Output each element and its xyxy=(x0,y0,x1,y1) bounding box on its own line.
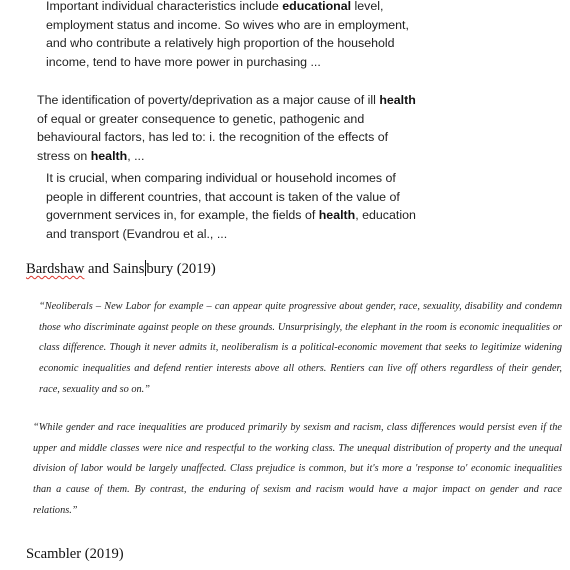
spellcheck-flagged-word: Bardshaw xyxy=(26,261,85,277)
quote-neoliberals: “Neoliberals – New Labor for example – can appear quite progressive about gender, race, sexuality, disability and condemn those who discriminate against people on these grounds. Unsurprisingly, the elephant in the room is economic inequalities or class difference. Though it never admits it, neoliberalism is a political-economic movement that seeks to legitimize widening economic inequalities and defend rentier interests above all others. Rentiers can live off others regardless of their gender, race, sexuality and so on.” xyxy=(39,301,562,395)
snippet-text: , education and transport (Evandrou et al., ... xyxy=(46,208,416,241)
search-snippet-poverty-health xyxy=(37,91,417,165)
snippet-text: It is crucial, when comparing individual or household incomes of people in different countries, that account is taken of the value of government services in, for example, the fields of xyxy=(46,171,400,223)
quote-gender-race-inequalities: “While gender and race inequalities are produced primarily by sexism and racism, class differences would persist even if the upper and middle classes were nice and respectful to the working class. The unequal distribution of property and the unequal division of labor would be largely unaffected. Class prejudice is common, but it's more a 'response to' economic inequalities than a cause of them. By contrast, the enduring of sexism and racism would have a major impact on gender and race relations.” xyxy=(33,422,562,516)
citation-text: and Sains xyxy=(84,261,145,277)
snippet-text: of equal or greater consequence to genetic, pathogenic and behavioural factors, has led to: i. the recognition of the effects of stress on xyxy=(37,111,389,163)
snippet-text: Important individual characteristics include xyxy=(46,0,283,13)
highlighted-term: health xyxy=(90,148,128,163)
citation-bardshaw-sainsbury xyxy=(26,260,216,278)
snippet-text: , ... xyxy=(127,148,145,163)
highlighted-term: health xyxy=(318,208,356,223)
highlighted-term: health xyxy=(379,93,416,107)
highlighted-term: educational xyxy=(282,0,352,13)
search-snippet-education xyxy=(46,0,416,71)
search-snippet-income-comparison xyxy=(46,169,416,243)
citation-text-tail: bury (2019) xyxy=(146,261,216,277)
snippet-text: level, employment status and income. So wives who are in employment, and who contribute a relatively high proportion of the household income, tend to have more power in purchasing ... xyxy=(46,0,409,69)
citation-scambler: Scambler (2019) xyxy=(26,546,124,562)
snippet-text: The identification of poverty/deprivation as a major cause of ill xyxy=(37,93,380,107)
